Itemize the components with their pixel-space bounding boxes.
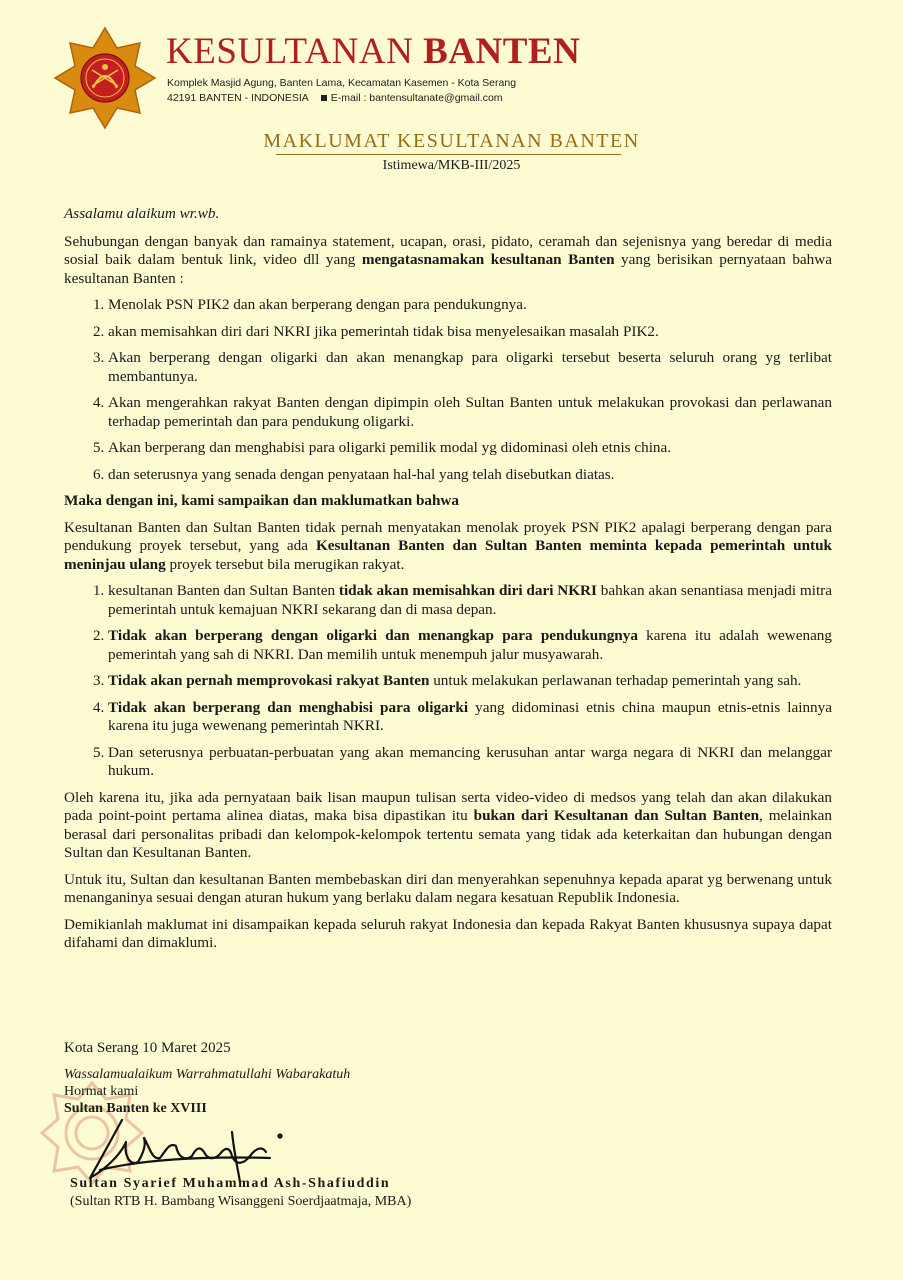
letter-body — [64, 205, 832, 961]
list-item: 3. Akan berperang dengan oligarki dan akan menangkap para oligarki tersebut beserta seluruh orang yg terlibat membantunya. — [108, 349, 832, 386]
signer-name: Sultan Syarief Muhammad Ash-Shafiuddin — [70, 1176, 391, 1191]
document-reference: Istimewa/MKB-III/2025 — [382, 158, 521, 173]
statement-emphasis: Kesultanan Banten dan Sultan Banten meminta kepada pemerintah untuk meninjau ulang — [64, 537, 833, 573]
org-name-part1: KESULTANAN — [166, 31, 424, 72]
point-text-end: untuk melakukan perlawanan terhadap pemerintah yang sah. — [429, 672, 802, 689]
intro-paragraph — [64, 233, 832, 289]
point-text-end: karena itu adalah wewenang pemerintah yang sah di NKRI. Dan memilih untuk menempuh jalur musyawarah. — [108, 627, 832, 663]
org-name-part2: BANTEN — [423, 31, 581, 72]
point-text: Dan seterusnya perbuatan-perbuatan yang akan memancing kerusuhan antar warga negara di NKRI dan melanggar hukum. — [108, 743, 832, 779]
address-line-1: Komplek Masjid Agung, Banten Lama, Kecamatan Kasemen - Kota Serang — [167, 77, 517, 89]
point-emphasis: Tidak akan berperang dan menghabisi para oligarki — [108, 698, 469, 716]
handover-paragraph: Untuk itu, Sultan dan kesultanan Banten membebaskan diri dan menyerahkan sepenuhnya kepada aparat yg berwenang untuk menanganinya sesuai dengan aturan hukum yang berlaku dalam negara kesatuan Republik Indonesia. — [64, 870, 832, 906]
bullet-square-icon — [321, 95, 327, 101]
signer-subtitle: (Sultan RTB H. Bambang Wisanggeni Soerdjaatmaja, MBA) — [70, 1194, 412, 1209]
disclaimer-text: Oleh karena itu, jika ada pernyataan baik lisan maupun tulisan serta video-video di medsos yang telah dan akan dilakukan pada point-point pertama alinea diatas, maka bisa dipastikan itu — [64, 788, 832, 824]
organization-name — [166, 30, 580, 73]
points-list — [64, 582, 832, 781]
statement-paragraph — [64, 519, 832, 575]
disclaimer-text-end: , melainkan berasal dari personalitas pribadi dan kelompok-kelompok tertentu semata yang tidak ada keterkaitan dan hubungan dengan Sultan dan Kesultanan Banten. — [64, 807, 833, 861]
point-text: kesultanan Banten dan Sultan Banten — [108, 582, 339, 599]
eight-point-star-emblem-icon — [50, 26, 160, 130]
address-line-2 — [167, 92, 503, 104]
greeting: Assalamu alaikum wr.wb. — [64, 205, 220, 222]
point-emphasis: tidak akan memisahkan diri dari NKRI — [338, 582, 597, 599]
closing-paragraph: Demikianlah maklumat ini disampaikan kepada seluruh rakyat Indonesia dan kepada Rakyat Banten khususnya supaya dapat difahami dan dimaklumi. — [64, 915, 832, 951]
statement-text-end: proyek tersebut bila merugikan rakyat. — [165, 555, 405, 573]
point-emphasis: Tidak akan berperang dengan oligarki dan menangkap para pendukungnya — [108, 627, 638, 644]
list-item — [108, 699, 832, 736]
point-emphasis: Tidak akan pernah memprovokasi rakyat Banten — [108, 672, 430, 689]
disclaimer-paragraph — [64, 789, 832, 863]
list-item: 6. dan seterusnya yang senada dengan penyataan hal-hal yang telah disebutkan diatas. — [108, 466, 832, 485]
place-and-date: Kota Serang 10 Maret 2025 — [64, 1040, 231, 1056]
list-item — [108, 744, 832, 781]
statement-text: Kesultanan Banten dan Sultan Banten tidak pernah menyatakan menolak proyek PSN PIK2 apalagi berperang dengan para pendukung proyek tersebut, yang ada — [64, 518, 832, 554]
list-item — [108, 582, 832, 619]
list-item: 4. Akan mengerahkan rakyat Banten dengan dipimpin oleh Sultan Banten untuk melakukan provokasi dan perlawanan terhadap pemerintah dan para pendukung oligarki. — [108, 394, 832, 431]
list-item: 2. akan memisahkan diri dari NKRI jika pemerintah tidak bisa menyelesaikan masalah PIK2. — [108, 323, 832, 342]
intro-text: Sehubungan dengan banyak dan ramainya statement, ucapan, orasi, pidato, ceramah dan sejenisnya yang beredar di media sosial baik dalam bentuk link, video dll yang — [64, 232, 832, 268]
signer-title: Sultan Banten ke XVIII — [64, 1101, 207, 1116]
address-email: E-mail : bantensultanate@gmail.com — [330, 92, 503, 104]
title-underline — [276, 154, 621, 155]
point-text-end: bahkan akan senantiasa menjadi mitra pemerintah untuk kemajuan NKRI sekarang dan di masa depan. — [108, 582, 832, 618]
list-item: 5. Akan berperang dan menghabisi para oligarki pemilik modal yg didominasi oleh etnis china. — [108, 439, 832, 458]
claims-list — [64, 296, 832, 484]
list-item — [108, 672, 832, 691]
list-item — [108, 627, 832, 664]
closing-salutation: Wassalamualaikum Warrahmatullahi Wabarakatuh — [64, 1067, 351, 1082]
document-title: MAKLUMAT KESULTANAN BANTEN — [263, 130, 640, 152]
point-text-end: yang didominasi etnis china maupun etnis-etnis lainnya karena itu juga wewenang pemerintah NKRI. — [108, 698, 832, 734]
address-postal: 42191 BANTEN - INDONESIA — [167, 92, 309, 104]
intro-emphasis: mengatasnamakan kesultanan Banten — [361, 251, 615, 268]
announcement-heading: Maka dengan ini, kami sampaikan dan maklumatkan bahwa — [64, 492, 459, 509]
list-item: 1. Menolak PSN PIK2 dan akan berperang dengan para pendukungnya. — [108, 296, 832, 315]
intro-text-end: yang berisikan pernyataan bahwa kesultanan Banten : — [64, 251, 832, 287]
regards: Hormat kami — [64, 1084, 139, 1099]
disclaimer-emphasis: bukan dari Kesultanan dan Sultan Banten — [473, 807, 760, 824]
